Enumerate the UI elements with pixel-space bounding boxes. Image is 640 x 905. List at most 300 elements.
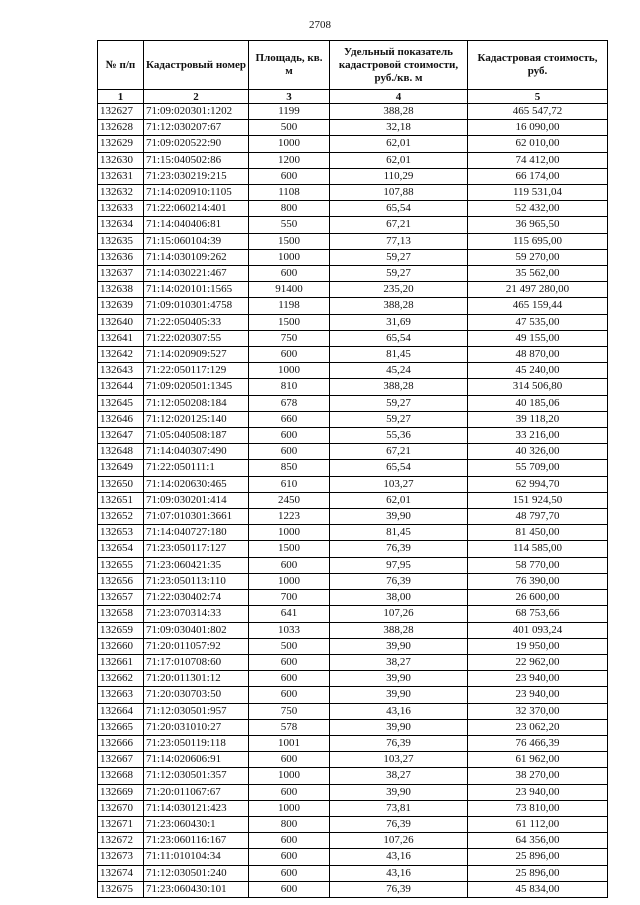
cadastral-number-cell: 71:09:010301:4758 bbox=[144, 298, 249, 314]
row-number-cell: 132666 bbox=[98, 735, 144, 751]
area-cell: 1500 bbox=[249, 541, 330, 557]
table-row bbox=[98, 298, 608, 314]
area-cell: 600 bbox=[249, 865, 330, 881]
table-row bbox=[98, 833, 608, 849]
area-cell: 660 bbox=[249, 411, 330, 427]
unit-rate-cell: 65,54 bbox=[330, 201, 468, 217]
table-row bbox=[98, 865, 608, 881]
table-row bbox=[98, 460, 608, 476]
table-body bbox=[98, 104, 608, 898]
cadastral-number-cell: 71:12:020125:140 bbox=[144, 411, 249, 427]
column-number: 5 bbox=[468, 90, 608, 104]
header-area: Площадь, кв. м bbox=[249, 41, 330, 90]
cadastral-number-cell: 71:17:010708:60 bbox=[144, 654, 249, 670]
area-cell: 1000 bbox=[249, 136, 330, 152]
table-row bbox=[98, 606, 608, 622]
table-row bbox=[98, 282, 608, 298]
cadastral-value-cell: 25 896,00 bbox=[468, 865, 608, 881]
row-number-cell: 132657 bbox=[98, 590, 144, 606]
cadastral-value-cell: 48 797,70 bbox=[468, 509, 608, 525]
area-cell: 1223 bbox=[249, 509, 330, 525]
table-row bbox=[98, 622, 608, 638]
unit-rate-cell: 43,16 bbox=[330, 865, 468, 881]
cadastral-value-cell: 40 326,00 bbox=[468, 444, 608, 460]
row-number-cell: 132654 bbox=[98, 541, 144, 557]
row-number-cell: 132640 bbox=[98, 314, 144, 330]
table-row bbox=[98, 395, 608, 411]
row-number-cell: 132635 bbox=[98, 233, 144, 249]
row-number-cell: 132629 bbox=[98, 136, 144, 152]
cadastral-value-cell: 39 118,20 bbox=[468, 411, 608, 427]
cadastral-number-cell: 71:23:060430:1 bbox=[144, 816, 249, 832]
unit-rate-cell: 65,54 bbox=[330, 460, 468, 476]
unit-rate-cell: 388,28 bbox=[330, 622, 468, 638]
row-number-cell: 132658 bbox=[98, 606, 144, 622]
area-cell: 850 bbox=[249, 460, 330, 476]
cadastral-number-cell: 71:14:030121:423 bbox=[144, 800, 249, 816]
table-row bbox=[98, 735, 608, 751]
cadastral-number-cell: 71:23:060430:101 bbox=[144, 881, 249, 897]
area-cell: 1000 bbox=[249, 800, 330, 816]
area-cell: 600 bbox=[249, 671, 330, 687]
row-number-cell: 132665 bbox=[98, 719, 144, 735]
unit-rate-cell: 76,39 bbox=[330, 573, 468, 589]
cadastral-value-cell: 55 709,00 bbox=[468, 460, 608, 476]
unit-rate-cell: 43,16 bbox=[330, 703, 468, 719]
cadastral-number-cell: 71:22:050405:33 bbox=[144, 314, 249, 330]
row-number-cell: 132664 bbox=[98, 703, 144, 719]
row-number-cell: 132674 bbox=[98, 865, 144, 881]
row-number-cell: 132641 bbox=[98, 330, 144, 346]
table-row bbox=[98, 379, 608, 395]
cadastral-number-cell: 71:14:030109:262 bbox=[144, 249, 249, 265]
row-number-cell: 132647 bbox=[98, 428, 144, 444]
cadastral-number-cell: 71:12:030207:67 bbox=[144, 120, 249, 136]
row-number-cell: 132643 bbox=[98, 363, 144, 379]
cadastral-number-cell: 71:12:030501:357 bbox=[144, 768, 249, 784]
table-row bbox=[98, 703, 608, 719]
row-number-cell: 132673 bbox=[98, 849, 144, 865]
table-row bbox=[98, 509, 608, 525]
row-number-cell: 132662 bbox=[98, 671, 144, 687]
cadastral-value-cell: 47 535,00 bbox=[468, 314, 608, 330]
table-row bbox=[98, 233, 608, 249]
header-cadastral-value: Кадастровая стоимость, руб. bbox=[468, 41, 608, 90]
cadastral-number-cell: 71:14:020910:1105 bbox=[144, 185, 249, 201]
table-row bbox=[98, 168, 608, 184]
cadastral-number-cell: 71:22:060214:401 bbox=[144, 201, 249, 217]
unit-rate-cell: 81,45 bbox=[330, 347, 468, 363]
unit-rate-cell: 110,29 bbox=[330, 168, 468, 184]
area-cell: 1000 bbox=[249, 363, 330, 379]
row-number-cell: 132644 bbox=[98, 379, 144, 395]
unit-rate-cell: 81,45 bbox=[330, 525, 468, 541]
area-cell: 600 bbox=[249, 784, 330, 800]
row-number-cell: 132636 bbox=[98, 249, 144, 265]
row-number-cell: 132646 bbox=[98, 411, 144, 427]
row-number-cell: 132645 bbox=[98, 395, 144, 411]
cadastral-number-cell: 71:14:020909:527 bbox=[144, 347, 249, 363]
unit-rate-cell: 39,90 bbox=[330, 687, 468, 703]
cadastral-value-cell: 314 506,80 bbox=[468, 379, 608, 395]
cadastral-value-cell: 38 270,00 bbox=[468, 768, 608, 784]
unit-rate-cell: 67,21 bbox=[330, 217, 468, 233]
row-number-cell: 132652 bbox=[98, 509, 144, 525]
cadastral-value-cell: 48 870,00 bbox=[468, 347, 608, 363]
cadastral-value-cell: 59 270,00 bbox=[468, 249, 608, 265]
unit-rate-cell: 45,24 bbox=[330, 363, 468, 379]
area-cell: 2450 bbox=[249, 492, 330, 508]
area-cell: 600 bbox=[249, 849, 330, 865]
table-row bbox=[98, 347, 608, 363]
cadastral-number-cell: 71:22:050111:1 bbox=[144, 460, 249, 476]
unit-rate-cell: 62,01 bbox=[330, 492, 468, 508]
cadastral-number-cell: 71:15:040502:86 bbox=[144, 152, 249, 168]
cadastral-value-cell: 119 531,04 bbox=[468, 185, 608, 201]
table-row bbox=[98, 201, 608, 217]
cadastral-value-cell: 45 240,00 bbox=[468, 363, 608, 379]
cadastral-value-cell: 62 994,70 bbox=[468, 476, 608, 492]
cadastral-number-cell: 71:14:040307:490 bbox=[144, 444, 249, 460]
cadastral-number-cell: 71:23:050117:127 bbox=[144, 541, 249, 557]
area-cell: 600 bbox=[249, 168, 330, 184]
area-cell: 1500 bbox=[249, 233, 330, 249]
area-cell: 600 bbox=[249, 833, 330, 849]
row-number-cell: 132632 bbox=[98, 185, 144, 201]
area-cell: 678 bbox=[249, 395, 330, 411]
unit-rate-cell: 107,26 bbox=[330, 833, 468, 849]
cadastral-value-cell: 465 547,72 bbox=[468, 104, 608, 120]
cadastral-value-cell: 115 695,00 bbox=[468, 233, 608, 249]
table-row bbox=[98, 444, 608, 460]
row-number-cell: 132661 bbox=[98, 654, 144, 670]
row-number-cell: 132667 bbox=[98, 752, 144, 768]
table-row bbox=[98, 654, 608, 670]
unit-rate-cell: 39,90 bbox=[330, 638, 468, 654]
unit-rate-cell: 59,27 bbox=[330, 266, 468, 282]
row-number-cell: 132631 bbox=[98, 168, 144, 184]
table-row bbox=[98, 768, 608, 784]
cadastral-number-cell: 71:09:020501:1345 bbox=[144, 379, 249, 395]
unit-rate-cell: 38,00 bbox=[330, 590, 468, 606]
cadastral-number-cell: 71:14:020101:1565 bbox=[144, 282, 249, 298]
unit-rate-cell: 76,39 bbox=[330, 541, 468, 557]
cadastral-value-cell: 64 356,00 bbox=[468, 833, 608, 849]
area-cell: 1199 bbox=[249, 104, 330, 120]
cadastral-number-cell: 71:05:040508:187 bbox=[144, 428, 249, 444]
area-cell: 91400 bbox=[249, 282, 330, 298]
table-row bbox=[98, 719, 608, 735]
area-cell: 1000 bbox=[249, 768, 330, 784]
table-row bbox=[98, 476, 608, 492]
cadastral-value-cell: 76 466,39 bbox=[468, 735, 608, 751]
unit-rate-cell: 39,90 bbox=[330, 784, 468, 800]
area-cell: 1001 bbox=[249, 735, 330, 751]
cadastral-number-cell: 71:23:060421:35 bbox=[144, 557, 249, 573]
unit-rate-cell: 62,01 bbox=[330, 136, 468, 152]
cadastral-number-cell: 71:20:011057:92 bbox=[144, 638, 249, 654]
unit-rate-cell: 76,39 bbox=[330, 735, 468, 751]
area-cell: 600 bbox=[249, 654, 330, 670]
unit-rate-cell: 235,20 bbox=[330, 282, 468, 298]
row-number-cell: 132630 bbox=[98, 152, 144, 168]
row-number-cell: 132651 bbox=[98, 492, 144, 508]
cadastral-value-cell: 25 896,00 bbox=[468, 849, 608, 865]
cadastral-number-cell: 71:14:040406:81 bbox=[144, 217, 249, 233]
cadastral-number-cell: 71:23:070314:33 bbox=[144, 606, 249, 622]
area-cell: 800 bbox=[249, 201, 330, 217]
area-cell: 750 bbox=[249, 703, 330, 719]
cadastral-value-cell: 26 600,00 bbox=[468, 590, 608, 606]
unit-rate-cell: 43,16 bbox=[330, 849, 468, 865]
unit-rate-cell: 38,27 bbox=[330, 768, 468, 784]
cadastral-number-cell: 71:22:050117:129 bbox=[144, 363, 249, 379]
area-cell: 1000 bbox=[249, 249, 330, 265]
row-number-cell: 132633 bbox=[98, 201, 144, 217]
table-row bbox=[98, 849, 608, 865]
unit-rate-cell: 39,90 bbox=[330, 671, 468, 687]
cadastral-value-cell: 32 370,00 bbox=[468, 703, 608, 719]
table-row bbox=[98, 217, 608, 233]
table-row bbox=[98, 266, 608, 282]
unit-rate-cell: 62,01 bbox=[330, 152, 468, 168]
cadastral-value-cell: 16 090,00 bbox=[468, 120, 608, 136]
column-number: 1 bbox=[98, 90, 144, 104]
cadastral-number-cell: 71:09:020301:1202 bbox=[144, 104, 249, 120]
table-row bbox=[98, 330, 608, 346]
cadastral-number-cell: 71:11:010104:34 bbox=[144, 849, 249, 865]
area-cell: 1000 bbox=[249, 525, 330, 541]
cadastral-value-cell: 58 770,00 bbox=[468, 557, 608, 573]
table-row bbox=[98, 687, 608, 703]
column-number: 2 bbox=[144, 90, 249, 104]
unit-rate-cell: 388,28 bbox=[330, 379, 468, 395]
area-cell: 500 bbox=[249, 638, 330, 654]
cadastral-number-cell: 71:09:020522:90 bbox=[144, 136, 249, 152]
unit-rate-cell: 388,28 bbox=[330, 104, 468, 120]
unit-rate-cell: 76,39 bbox=[330, 816, 468, 832]
cadastral-value-cell: 61 112,00 bbox=[468, 816, 608, 832]
area-cell: 600 bbox=[249, 266, 330, 282]
cadastral-number-cell: 71:12:030501:240 bbox=[144, 865, 249, 881]
area-cell: 1198 bbox=[249, 298, 330, 314]
header-cadastral-number: Кадастровый номер bbox=[144, 41, 249, 90]
unit-rate-cell: 76,39 bbox=[330, 881, 468, 897]
cadastral-number-cell: 71:07:010301:3661 bbox=[144, 509, 249, 525]
cadastral-number-cell: 71:12:050208:184 bbox=[144, 395, 249, 411]
row-number-cell: 132659 bbox=[98, 622, 144, 638]
cadastral-number-cell: 71:14:020630:465 bbox=[144, 476, 249, 492]
cadastral-value-cell: 151 924,50 bbox=[468, 492, 608, 508]
cadastral-number-cell: 71:14:040727:180 bbox=[144, 525, 249, 541]
table-row bbox=[98, 428, 608, 444]
row-number-cell: 132670 bbox=[98, 800, 144, 816]
area-cell: 1108 bbox=[249, 185, 330, 201]
cadastral-number-cell: 71:22:020307:55 bbox=[144, 330, 249, 346]
row-number-cell: 132675 bbox=[98, 881, 144, 897]
unit-rate-cell: 388,28 bbox=[330, 298, 468, 314]
cadastral-value-cell: 35 562,00 bbox=[468, 266, 608, 282]
cadastral-value-cell: 33 216,00 bbox=[468, 428, 608, 444]
unit-rate-cell: 67,21 bbox=[330, 444, 468, 460]
cadastral-value-cell: 23 940,00 bbox=[468, 784, 608, 800]
area-cell: 600 bbox=[249, 687, 330, 703]
cadastral-value-cell: 23 940,00 bbox=[468, 687, 608, 703]
area-cell: 600 bbox=[249, 347, 330, 363]
area-cell: 1500 bbox=[249, 314, 330, 330]
table-row bbox=[98, 136, 608, 152]
table-row bbox=[98, 557, 608, 573]
column-number-row bbox=[98, 90, 608, 104]
row-number-cell: 132669 bbox=[98, 784, 144, 800]
row-number-cell: 132649 bbox=[98, 460, 144, 476]
table-row bbox=[98, 573, 608, 589]
table-row bbox=[98, 671, 608, 687]
row-number-cell: 132648 bbox=[98, 444, 144, 460]
unit-rate-cell: 59,27 bbox=[330, 411, 468, 427]
cadastral-value-cell: 21 497 280,00 bbox=[468, 282, 608, 298]
area-cell: 641 bbox=[249, 606, 330, 622]
table-row bbox=[98, 185, 608, 201]
cadastral-value-cell: 114 585,00 bbox=[468, 541, 608, 557]
row-number-cell: 132656 bbox=[98, 573, 144, 589]
cadastral-value-table bbox=[97, 40, 608, 898]
cadastral-value-cell: 23 940,00 bbox=[468, 671, 608, 687]
table-row bbox=[98, 363, 608, 379]
table-row bbox=[98, 816, 608, 832]
row-number-cell: 132655 bbox=[98, 557, 144, 573]
row-number-cell: 132671 bbox=[98, 816, 144, 832]
cadastral-number-cell: 71:20:031010:27 bbox=[144, 719, 249, 735]
area-cell: 600 bbox=[249, 752, 330, 768]
row-number-cell: 132672 bbox=[98, 833, 144, 849]
cadastral-value-cell: 45 834,00 bbox=[468, 881, 608, 897]
cadastral-value-cell: 23 062,20 bbox=[468, 719, 608, 735]
unit-rate-cell: 65,54 bbox=[330, 330, 468, 346]
cadastral-value-cell: 40 185,06 bbox=[468, 395, 608, 411]
unit-rate-cell: 107,88 bbox=[330, 185, 468, 201]
area-cell: 700 bbox=[249, 590, 330, 606]
unit-rate-cell: 77,13 bbox=[330, 233, 468, 249]
unit-rate-cell: 73,81 bbox=[330, 800, 468, 816]
unit-rate-cell: 103,27 bbox=[330, 476, 468, 492]
row-number-cell: 132628 bbox=[98, 120, 144, 136]
cadastral-number-cell: 71:14:020606:91 bbox=[144, 752, 249, 768]
cadastral-number-cell: 71:23:050113:110 bbox=[144, 573, 249, 589]
cadastral-number-cell: 71:20:011067:67 bbox=[144, 784, 249, 800]
table-row bbox=[98, 525, 608, 541]
cadastral-number-cell: 71:20:030703:50 bbox=[144, 687, 249, 703]
cadastral-value-cell: 62 010,00 bbox=[468, 136, 608, 152]
row-number-cell: 132642 bbox=[98, 347, 144, 363]
header-unit-rate: Удельный показатель кадастровой стоимости, руб./кв. м bbox=[330, 41, 468, 90]
cadastral-value-cell: 76 390,00 bbox=[468, 573, 608, 589]
cadastral-value-cell: 36 965,50 bbox=[468, 217, 608, 233]
area-cell: 600 bbox=[249, 428, 330, 444]
area-cell: 1200 bbox=[249, 152, 330, 168]
unit-rate-cell: 97,95 bbox=[330, 557, 468, 573]
cadastral-value-cell: 74 412,00 bbox=[468, 152, 608, 168]
area-cell: 550 bbox=[249, 217, 330, 233]
cadastral-number-cell: 71:12:030501:957 bbox=[144, 703, 249, 719]
table-row bbox=[98, 411, 608, 427]
row-number-cell: 132634 bbox=[98, 217, 144, 233]
cadastral-number-cell: 71:09:030401:802 bbox=[144, 622, 249, 638]
unit-rate-cell: 103,27 bbox=[330, 752, 468, 768]
cadastral-value-cell: 401 093,24 bbox=[468, 622, 608, 638]
column-number: 4 bbox=[330, 90, 468, 104]
table-row bbox=[98, 120, 608, 136]
table-row bbox=[98, 784, 608, 800]
row-number-cell: 132639 bbox=[98, 298, 144, 314]
cadastral-number-cell: 71:23:060116:167 bbox=[144, 833, 249, 849]
cadastral-value-cell: 61 962,00 bbox=[468, 752, 608, 768]
row-number-cell: 132660 bbox=[98, 638, 144, 654]
row-number-cell: 132650 bbox=[98, 476, 144, 492]
unit-rate-cell: 55,36 bbox=[330, 428, 468, 444]
row-number-cell: 132668 bbox=[98, 768, 144, 784]
cadastral-value-cell: 22 962,00 bbox=[468, 654, 608, 670]
cadastral-number-cell: 71:14:030221:467 bbox=[144, 266, 249, 282]
area-cell: 1000 bbox=[249, 573, 330, 589]
cadastral-number-cell: 71:23:050119:118 bbox=[144, 735, 249, 751]
area-cell: 800 bbox=[249, 816, 330, 832]
table-row bbox=[98, 314, 608, 330]
column-number: 3 bbox=[249, 90, 330, 104]
table-row bbox=[98, 590, 608, 606]
row-number-cell: 132653 bbox=[98, 525, 144, 541]
area-cell: 500 bbox=[249, 120, 330, 136]
unit-rate-cell: 59,27 bbox=[330, 395, 468, 411]
row-number-cell: 132627 bbox=[98, 104, 144, 120]
header-row-number: № п/п bbox=[98, 41, 144, 90]
cadastral-value-cell: 81 450,00 bbox=[468, 525, 608, 541]
cadastral-number-cell: 71:23:030219:215 bbox=[144, 168, 249, 184]
table-row bbox=[98, 881, 608, 897]
table-row bbox=[98, 638, 608, 654]
cadastral-number-cell: 71:15:060104:39 bbox=[144, 233, 249, 249]
unit-rate-cell: 107,26 bbox=[330, 606, 468, 622]
cadastral-value-cell: 68 753,66 bbox=[468, 606, 608, 622]
table-row bbox=[98, 800, 608, 816]
cadastral-number-cell: 71:20:011301:12 bbox=[144, 671, 249, 687]
unit-rate-cell: 38,27 bbox=[330, 654, 468, 670]
cadastral-number-cell: 71:09:030201:414 bbox=[144, 492, 249, 508]
row-number-cell: 132637 bbox=[98, 266, 144, 282]
cadastral-value-cell: 73 810,00 bbox=[468, 800, 608, 816]
area-cell: 600 bbox=[249, 557, 330, 573]
table-row bbox=[98, 104, 608, 120]
row-number-cell: 132638 bbox=[98, 282, 144, 298]
unit-rate-cell: 39,90 bbox=[330, 719, 468, 735]
cadastral-value-cell: 52 432,00 bbox=[468, 201, 608, 217]
table-row bbox=[98, 152, 608, 168]
unit-rate-cell: 31,69 bbox=[330, 314, 468, 330]
table-row bbox=[98, 249, 608, 265]
header-row bbox=[98, 41, 608, 90]
area-cell: 600 bbox=[249, 444, 330, 460]
cadastral-value-cell: 19 950,00 bbox=[468, 638, 608, 654]
cadastral-value-cell: 66 174,00 bbox=[468, 168, 608, 184]
area-cell: 1033 bbox=[249, 622, 330, 638]
cadastral-number-cell: 71:22:030402:74 bbox=[144, 590, 249, 606]
cadastral-value-cell: 49 155,00 bbox=[468, 330, 608, 346]
row-number-cell: 132663 bbox=[98, 687, 144, 703]
unit-rate-cell: 59,27 bbox=[330, 249, 468, 265]
area-cell: 578 bbox=[249, 719, 330, 735]
table-row bbox=[98, 492, 608, 508]
area-cell: 600 bbox=[249, 881, 330, 897]
